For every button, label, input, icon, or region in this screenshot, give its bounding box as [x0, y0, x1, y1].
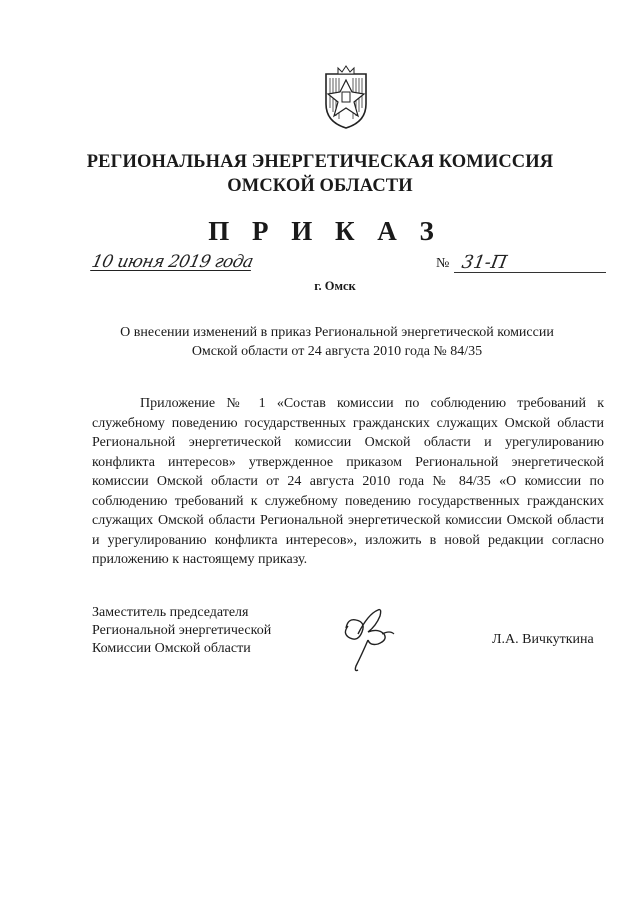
- document-number: [436, 254, 606, 276]
- signatory-role-line-1: Заместитель председателя: [92, 605, 249, 620]
- document-type-heading: П Р И К А З: [208, 216, 442, 246]
- handwritten-date: 10 июня 2019 года: [89, 252, 255, 272]
- document-body: Приложение № 1 «Состав комиссии по соблюдению требований к служебному поведению государственных гражданских служащих Омской области Региональной энергетической комиссии Омской области и урегулированию конфликта интересов» утвержденное приказом Региональной энергетической комиссии Омской области от 24 августа 2010 года № 84/35 «О комиссии по соблюдению требований к служебному поведению государственных гражданских служащих Омской области Региональной энергетической комиссии Омской области и урегулированию конфликта интересов», изложить в новой редакции согласно приложению к настоящему приказу.: [92, 396, 604, 567]
- handwritten-number: 31-П: [460, 252, 509, 273]
- number-sign: №: [436, 256, 450, 271]
- signatory-role-line-2: Региональной энергетической: [92, 623, 272, 638]
- signatory-role-line-3: Комиссии Омской области: [92, 641, 251, 656]
- coat-of-arms-icon: [318, 64, 374, 130]
- org-title-line-1: РЕГИОНАЛЬНАЯ ЭНЕРГЕТИЧЕСКАЯ КОМИССИЯ: [86, 152, 554, 172]
- number-underline: [454, 272, 606, 273]
- org-title-line-2: ОМСКОЙ ОБЛАСТИ: [227, 176, 413, 196]
- organization-title: [0, 150, 640, 198]
- document-subject: О внесении изменений в приказ Региональной энергетической комиссии Омской области от 24 августа 2010 года № 84/35: [120, 325, 554, 359]
- city-label: г. Омск: [314, 279, 356, 293]
- signatory-name: Л.А. Вичкуткина: [492, 632, 594, 647]
- handwritten-signature-icon: [338, 604, 402, 676]
- signatory-role: [92, 604, 271, 658]
